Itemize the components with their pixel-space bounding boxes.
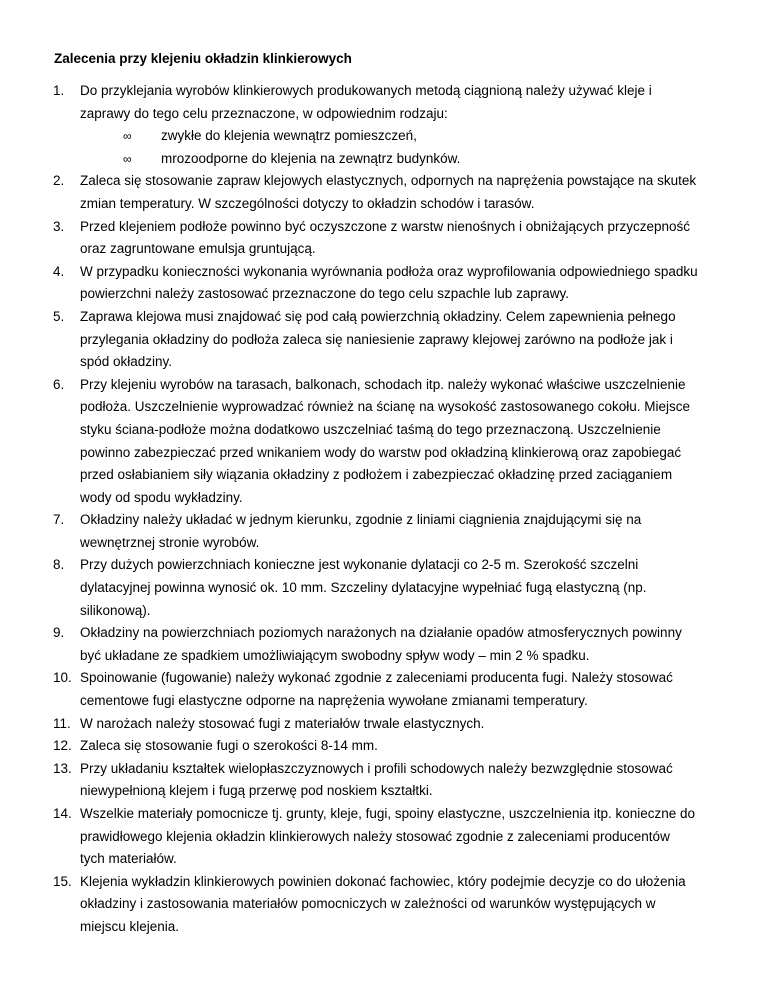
list-item-number: 5.	[53, 308, 65, 324]
list-item-number: 9.	[53, 625, 65, 641]
list-item-text: Okładziny należy układać w jednym kierunku, zgodnie z liniami ciągnienia znajdującymi się na wewnętrznej stronie wyrobów.	[80, 512, 642, 550]
document-title: Zalecenia przy klejeniu okładzin klinkierowych	[54, 51, 352, 66]
list-item-text: Zaleca się stosowanie fugi o szerokości 8-14 mm.	[80, 738, 378, 754]
list-item-number: 7.	[53, 512, 65, 528]
bullet-symbol-icon: ∞	[123, 129, 132, 144]
sub-bullet-text: zwykłe do klejenia wewnątrz pomieszczeń,	[161, 128, 417, 144]
recommendations-list	[0, 80, 768, 939]
bullet-symbol-icon: ∞	[123, 151, 132, 166]
list-item-text: Klejenia wykładzin klinkierowych powinien dokonać fachowiec, który podejmie decyzje co do ułożenia okładziny i zastosowania materiałów pomocniczych w zależności od warunków występujących w miejscu klejenia.	[80, 873, 686, 934]
list-item	[0, 735, 768, 758]
list-item-number: 4.	[53, 263, 65, 279]
list-item	[0, 170, 768, 215]
list-item	[0, 713, 768, 736]
list-item	[0, 216, 768, 261]
list-item-number: 14.	[53, 806, 72, 821]
list-item-number: 1.	[53, 83, 65, 98]
list-item	[0, 758, 768, 803]
list-item-text: Spoinowanie (fugowanie) należy wykonać zgodnie z zaleceniami producenta fugi. Należy stosować cementowe fugi elastyczne odporne na naprężenia wywołane zmianami temperatury.	[80, 670, 673, 709]
list-item	[0, 803, 768, 871]
list-item-number: 2.	[53, 173, 65, 189]
list-item	[0, 871, 768, 939]
list-item-text: Do przyklejania wyrobów klinkierowych produkowanych metodą ciągnioną należy używać kleje i zaprawy do tego celu przeznaczone, w odpowiednim rodzaju:	[80, 83, 652, 121]
list-item-number: 13.	[53, 760, 72, 776]
list-item-text: Przy klejeniu wyrobów na tarasach, balkonach, schodach itp. należy wykonać właściwe uszczelnienie podłoża. Uszczelnienie wyprowadzać również na ścianę na wysokość zastosowanego cokołu. Miejsce styku ściana-podłoże można dodatkowo uszczelniać taśmą do tego przeznaczoną. Uszczelnienie powinno zabezpieczać przed wnikaniem wody do warstw pod okładziną klinkierową oraz zapobiegać przed osłabianiem siły wiązania okładziny z podłożem i zabezpieczać okładzinę przed zaciąganiem wody od spodu wykładziny.	[80, 376, 691, 505]
list-item-text: Okładziny na powierzchniach poziomych narażonych na działanie opadów atmosferycznych powinny być układane ze spadkiem umożliwiającym swobodny spływ wody – min 2 % spadku.	[80, 625, 682, 663]
list-item	[0, 622, 768, 667]
list-item-text: Przy dużych powierzchniach konieczne jest wykonanie dylatacji co 2-5 m. Szerokość szczelni dylatacyjnej powinna wynosić ok. 10 mm. Szczeliny dylatacyjne wypełniać fugą elastyczną (np. silikonową).	[80, 557, 647, 618]
list-item-text: Zaleca się stosowanie zapraw klejowych elastycznych, odpornych na naprężenia powstające na skutek zmian temperatury. W szczególności dotyczy to okładzin schodów i tarasów.	[80, 173, 697, 211]
list-item-text: Przy układaniu kształtek wielopłaszczyznowych i profili schodowych należy bezwzględnie stosować niewypełnioną klejem i fugą przerwę pod noskiem kształtki.	[80, 760, 673, 799]
sub-bullet-text: mrozoodporne do klejenia na zewnątrz budynków.	[161, 150, 461, 166]
list-item	[0, 80, 768, 170]
list-item	[0, 261, 768, 306]
list-item	[0, 306, 768, 374]
list-item-number: 10.	[53, 670, 72, 686]
list-item	[0, 667, 768, 712]
list-item-number: 15.	[53, 873, 72, 889]
list-item-text: W przypadku konieczności wykonania wyrównania podłoża oraz wyprofilowania odpowiedniego spadku powierzchni należy zastosować przeznaczone do tego celu szpachle lub zaprawy.	[80, 263, 698, 302]
list-item-number: 8.	[53, 557, 65, 573]
list-item-text: Wszelkie materiały pomocnicze tj. grunty, kleje, fugi, spoiny elastyczne, uszczelnienia itp. konieczne do prawidłowego klejenia okładzin klinkierowych należy stosować zgodnie z zaleceniami producentów tych materiałów.	[80, 806, 696, 867]
list-item	[0, 374, 768, 510]
list-item-number: 12.	[53, 738, 72, 754]
list-item-text: W narożach należy stosować fugi z materiałów trwale elastycznych.	[80, 715, 485, 731]
list-item-text: Zaprawa klejowa musi znajdować się pod całą powierzchnią okładziny. Celem zapewnienia pełnego przylegania okładziny do podłoża zaleca się naniesienie zaprawy klejowej zarówno na podłoże jak i spód okładziny.	[80, 308, 676, 370]
sub-bullet-item	[80, 125, 698, 148]
sub-bullet-list	[80, 125, 698, 170]
list-item-number: 6.	[53, 376, 65, 392]
list-item-text: Przed klejeniem podłoże powinno być oczyszczone z warstw nienośnych i obniżających przyczepność oraz zagruntowane emulsja gruntującą.	[80, 218, 691, 257]
list-item	[0, 554, 768, 622]
list-item-number: 3.	[53, 218, 65, 234]
list-item-number: 11.	[53, 715, 71, 731]
sub-bullet-item	[80, 148, 698, 171]
list-item	[0, 509, 768, 554]
